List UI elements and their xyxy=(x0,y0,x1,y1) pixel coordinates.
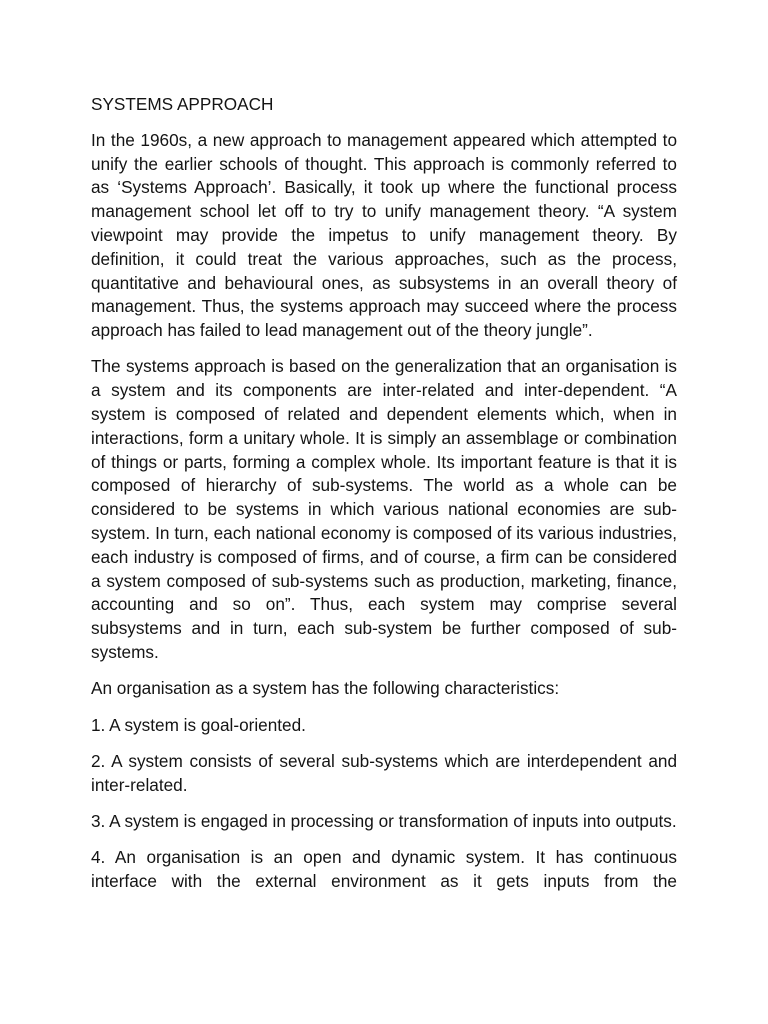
list-item-goal-oriented: 1. A system is goal-oriented. xyxy=(91,714,306,735)
list-item-processing: 3. A system is engaged in processing or transformation of inputs into outputs. xyxy=(91,811,677,832)
paragraph-characteristics-intro: An organisation as a system has the following characteristics: xyxy=(91,678,560,699)
list-item-open-system: 4. An organisation is an open and dynamic system. It has continuous interface with the external environment as it gets inputs from the xyxy=(91,847,677,892)
paragraph-intro: In the 1960s, a new approach to management appeared which attempted to unify the earlier schools of thought. This approach is commonly referred to as ‘Systems Approach’. Basically, it took up where the functional process management school let off to try to unify management theory. “A system viewpoint may provide the impetus to unify management theory. By definition, it could treat the various approaches, such as the process, quantitative and behavioural ones, as subsystems in an overall theory of management. Thus, the systems approach may succeed where the process approach has failed to lead management out of the theory jungle”. xyxy=(91,129,677,341)
list-item-subsystems: 2. A system consists of several sub-systems which are interdependent and inter-related. xyxy=(91,750,677,795)
document-heading: SYSTEMS APPROACH xyxy=(91,94,274,114)
paragraph-systems-approach: The systems approach is based on the generalization that an organisation is a system and its components are inter-related and inter-dependent. “A system is composed of related and dependent elements which, when in interactions, form a unitary whole. It is simply an assemblage or combination of things or parts, forming a complex whole. Its important feature is that it is composed of hierarchy of sub-systems. The world as a whole can be considered to be systems in which various national economies are sub-system. In turn, each national economy is composed of its various industries, each industry is composed of firms, and of course, a firm can be considered a system composed of sub-systems such as production, marketing, finance, accounting and so on”. Thus, each system may comprise several subsystems and in turn, each sub-system be further composed of sub-systems. xyxy=(91,356,677,663)
document-page xyxy=(91,93,677,906)
